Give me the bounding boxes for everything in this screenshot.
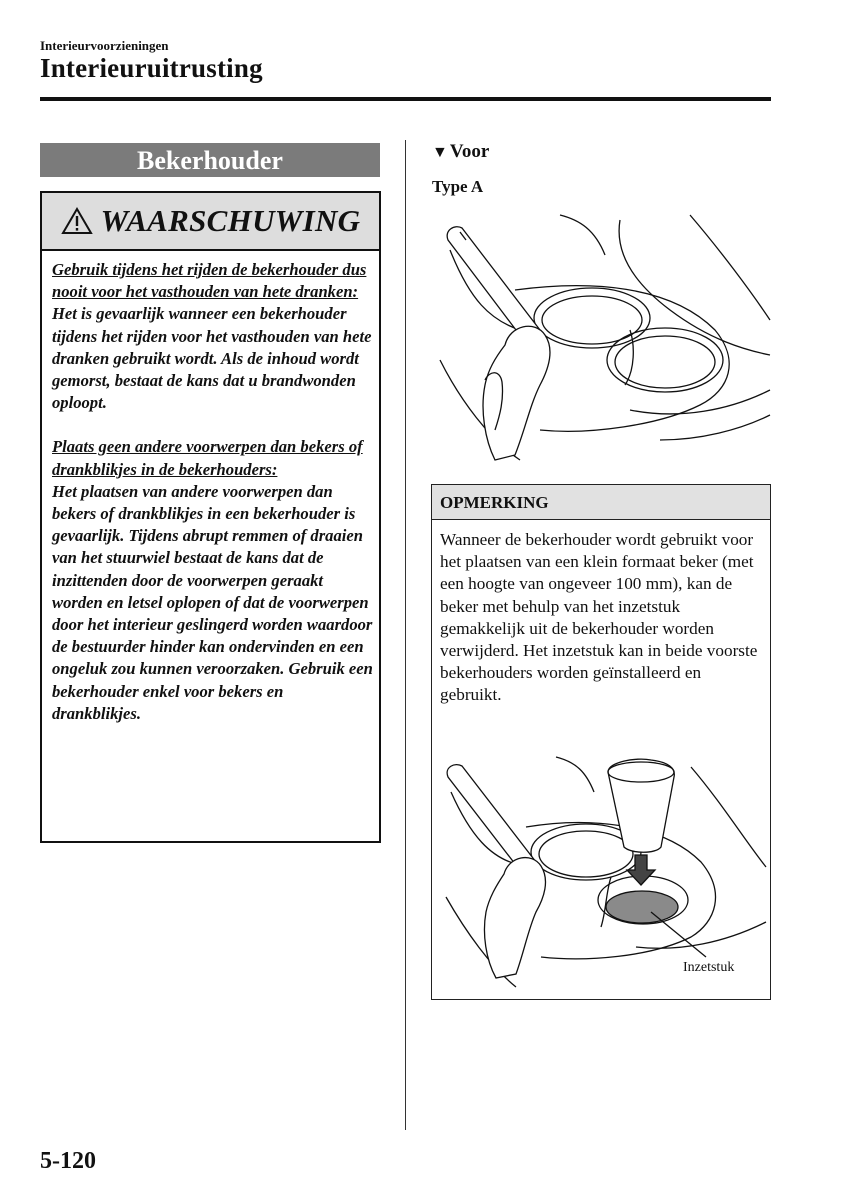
warning-text-2: Het plaatsen van andere voorwerpen dan bekers of drankblikjes in een bekerhouder is gevaarlijk. Tijdens abrupt remmen of draaien van het stuurwiel bestaat de kans dat de inzittenden door de voorwerpen geraakt worden en letsel oplopen of dat de voorwerpen door het interieur geslingerd worden waardoor de bestuurder hinder kan ondervinden en een ongeluk zou kunnen veroorzaken. Gebruik een bekerhouder enkel voor bekers en drankblikjes. bbox=[52, 481, 373, 723]
type-label: Type A bbox=[432, 177, 484, 196]
chapter-subtitle: Interieurvoorzieningen bbox=[40, 38, 169, 53]
warning-heading-2: Plaats geen andere voorwerpen dan bekers of drankblikjes in de bekerhouders: bbox=[52, 437, 363, 479]
warning-box bbox=[40, 191, 381, 843]
warning-body bbox=[42, 251, 379, 725]
section-title: Bekerhouder bbox=[40, 143, 380, 177]
warning-heading-1: Gebruik tijdens het rijden de bekerhouder dus nooit voor het vasthouden van hete dranken: bbox=[52, 260, 367, 302]
column-divider bbox=[405, 140, 406, 1130]
triangle-marker-icon: ▼ bbox=[432, 144, 448, 161]
warning-title: WAARSCHUWING bbox=[100, 203, 361, 238]
cupholder-illustration bbox=[430, 210, 772, 465]
note-text: Wanneer de bekerhouder wordt gebruikt voor het plaatsen van een klein formaat beker (met een hoogte van ongeveer 100 mm), kan de beker met behulp van het inzetstuk gemakkelijk uit de bekerhouder worden verwijderd. Het inzetstuk kan in beide voorste bekerhouders worden geïnstalleerd en gebruikt. bbox=[440, 530, 758, 705]
front-heading bbox=[432, 141, 489, 163]
page-title: Interieuruitrusting bbox=[40, 53, 263, 83]
insert-illustration bbox=[436, 752, 768, 992]
page-number: 5-120 bbox=[40, 1148, 96, 1174]
warning-triangle-icon bbox=[61, 207, 93, 235]
insert-callout-label: Inzetstuk bbox=[683, 960, 735, 975]
warning-text-1: Het is gevaarlijk wanneer een bekerhouder tijdens het rijden voor het vasthouden van hete dranken gebruikt wordt. Als de inhoud wordt gemorst, bestaat de kans dat u brandwonden oploopt. bbox=[52, 304, 372, 413]
header-rule bbox=[40, 97, 771, 101]
front-heading-label: Voor bbox=[449, 141, 490, 162]
note-heading: OPMERKING bbox=[432, 485, 770, 520]
warning-header bbox=[42, 193, 379, 251]
